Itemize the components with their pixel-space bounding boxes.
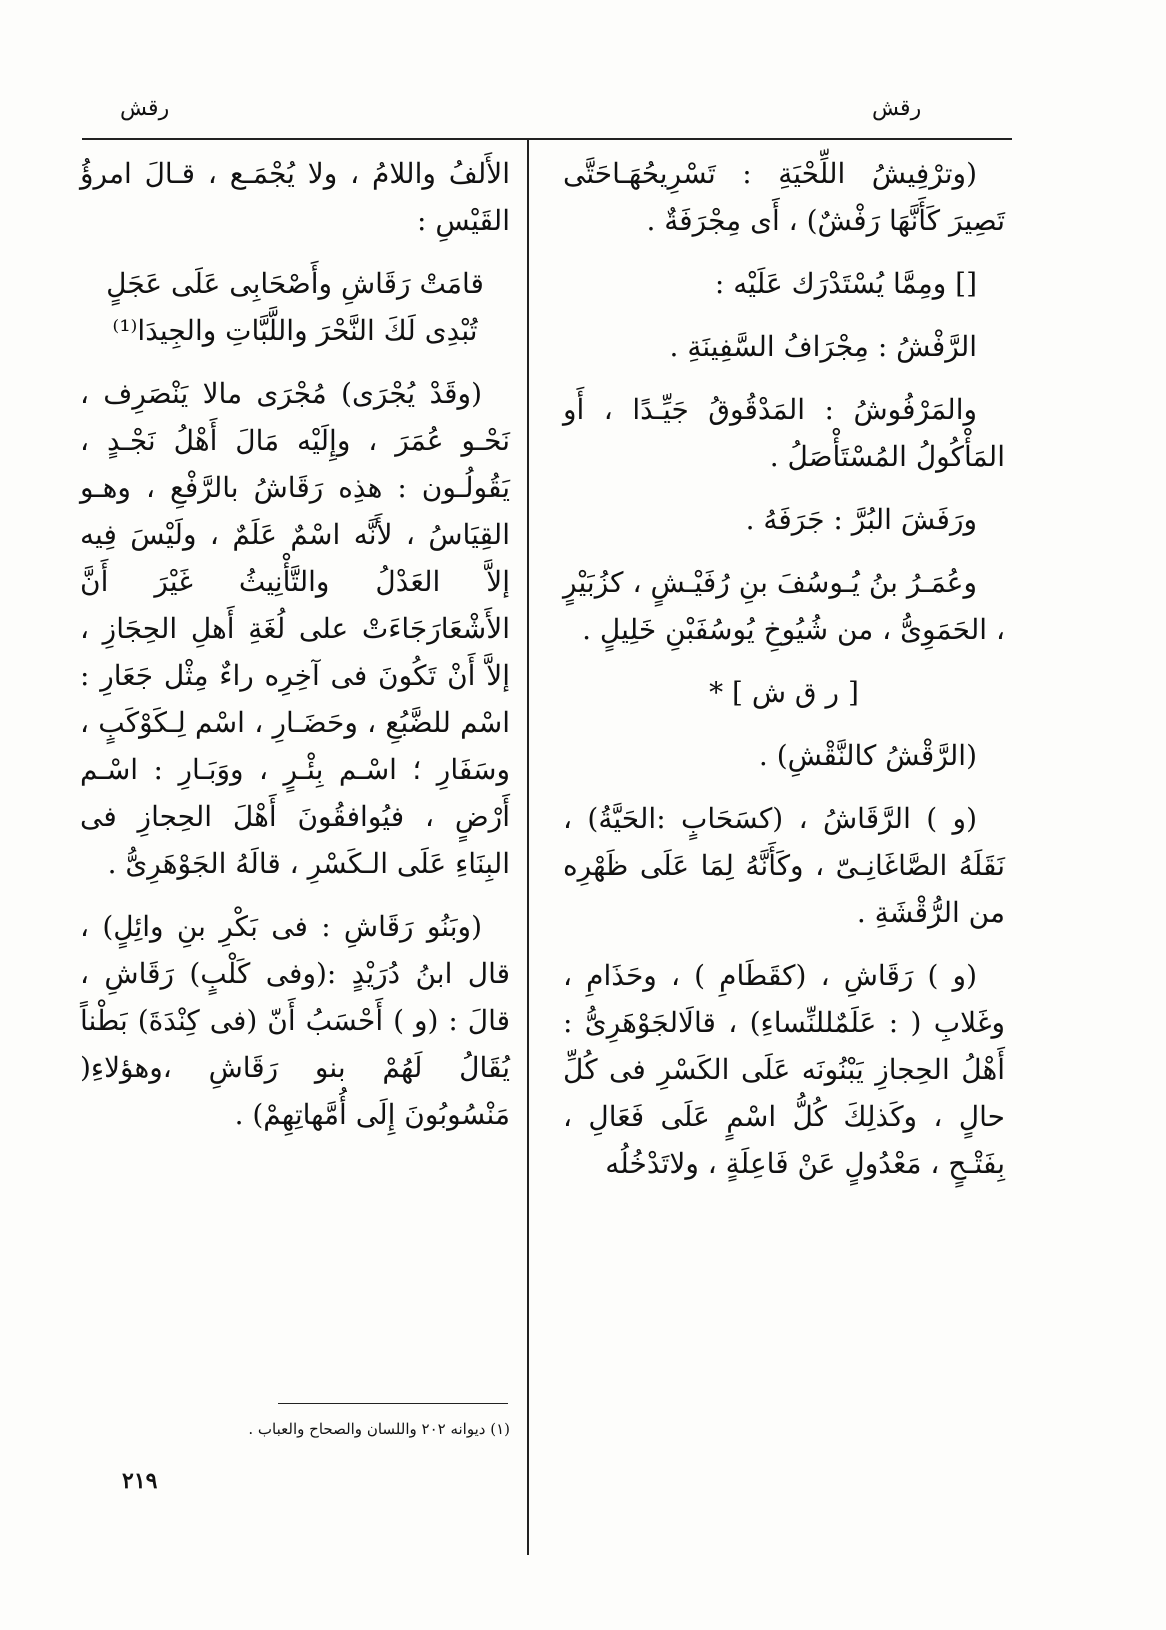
poem-verse xyxy=(80,260,510,354)
page-number: ٢١٩ xyxy=(122,1468,158,1494)
right-column xyxy=(563,150,1005,1203)
footnote-rule xyxy=(278,1403,508,1404)
entry-paragraph: الأَلفُ واللامُ ، ولا يُجْمَـع ، قـالَ امرؤُ القَيْسِ : xyxy=(80,157,510,237)
column-divider xyxy=(527,140,529,1555)
entry-paragraph: (الرَّقْشُ كالنَّقْشِ) . xyxy=(758,739,977,772)
entry-paragraph: [] ومِمَّا يُسْتَدْرَك عَلَيْه : xyxy=(714,267,977,300)
running-header-right: رقش xyxy=(872,96,922,121)
left-column xyxy=(80,150,510,1154)
entry-paragraph: (وقَدْ يُجْرَى) مُجْرَى مالا يَنْصَرِف ، نَحْـو عُمَرَ ، وإِلَيْه مَالَ أَهْلُ نَجْـدٍ ، يَقُولُـون : هذِه رَقَاشُ بالرَّفْعِ ، وهـو القِيَاسُ ، لأَنَّه اسْمٌ عَلَمٌ ، ولَيْسَ فِيه إلاَّ العَدْلُ والتَّأْنِيثُ غَيْرَ أَنَّ الأَشْعَارَجَاءَتْ على لُغَةِ أَهلِ الحِجَازِ ، إلاَّ أَنْ تَكُونَ فى آخِرِه راءٌ مِثْل جَعَارِ : اسْم للضَّبُعِ ، وحَضَـارِ ، اسْم لِـكَوْكَبٍ ، وسَفَارِ ؛ اسْـم بِئْـرٍ ، ووَبَـارِ : اسْـم أَرْضٍ ، فيُوافقُونَ أَهْلَ الحِجازِ فى البِنَاءِ عَلَى الـكَسْرِ ، قالَهُ الجَوْهَرِىُّ . xyxy=(80,377,510,880)
entry-paragraph: (وترْفِيشُ اللِّحْيَةِ : تَسْرِيحُهَـاحَتَّى تَصِيرَ كَأَنَّهَا رَفْشٌ) ، أَى مِجْرَفَةٌ . xyxy=(563,157,1005,237)
footnote: (١) ديوانه ٢٠٢ واللسان والصحاح والعباب . xyxy=(248,1420,510,1438)
header-rule xyxy=(82,138,1012,140)
verse-line: قامَتْ رَقَاشِ وأَصْحَابِى عَلَى عَجَلٍ xyxy=(106,267,484,300)
entry-paragraph: (و ) رَقَاشِ ، (كقَطَامِ ) ، وحَذَامِ ، وغَلابِ ( : عَلَمٌللنِّساءِ) ، قالَالجَوْهَرِىُّ : أَهْلُ الحِجازِ يَبْنُونَه عَلَى الكَسْرِ فى كُلِّ حالٍ ، وكَذلِكَ كُلُّ اسْمٍ عَلَى فَعَالِ ، بِفَتْـحٍ ، مَعْدُولٍ عَنْ فَاعِلَةٍ ، ولاتَدْخُلُه xyxy=(563,959,1005,1180)
entry-paragraph: ورَفَشَ البُرَّ : جَرَفَهُ . xyxy=(745,503,977,536)
entry-paragraph: (و ) الرَّقَاشُ ، (كسَحَابٍ :الحَيَّةُ) ، نَقَلَهُ الصَّاغَانِـىّ ، وكَأَنَّهُ لِمَا عَلَى ظَهْرِه من الرُّقْشَةِ . xyxy=(563,802,1005,929)
entry-paragraph: الرَّفْشُ : مِجْرَافُ السَّفِينَةِ . xyxy=(669,330,977,363)
entry-paragraph: وعُمَـرُ بنُ يُـوسُفَ بنِ رُفَيْـشٍ ، كزُبَيْرٍ ، الحَمَوِىُّ ، من شُيُوخِ يُوسُفَبْنِ خَلِيلٍ . xyxy=(563,566,1005,646)
entry-heading: [ ر ق ش ] * xyxy=(709,676,859,709)
running-header-left: رقش xyxy=(120,96,170,121)
verse-line: تُبْدِى لَكَ النَّحْرَ واللَّبَّاتِ والجِيدَا⁽¹⁾ xyxy=(112,314,478,347)
entry-paragraph: (وبَنُو رَقَاشِ : فى بَكْرِ بنِ وائِلٍ) ، قال ابنُ دُرَيْدٍ :(وفى كَلْبٍ) رَقَاشِ ، قالَ : (و ) أَحْسَبُ أَنّ (فى كِنْدَةَ) بَطْناً يُقَالُ لَهُمْ بنو رَقَاشِ ،وهؤلاءِ( مَنْسُوبُونَ إِلَى أُمَّهاتِهِمْ) . xyxy=(80,910,510,1131)
entry-paragraph: والمَرْفُوشُ : المَدْقُوقُ جَيِّـدًا ، أَو المَأْكُولُ المُسْتَأْصَلُ . xyxy=(563,393,1005,473)
